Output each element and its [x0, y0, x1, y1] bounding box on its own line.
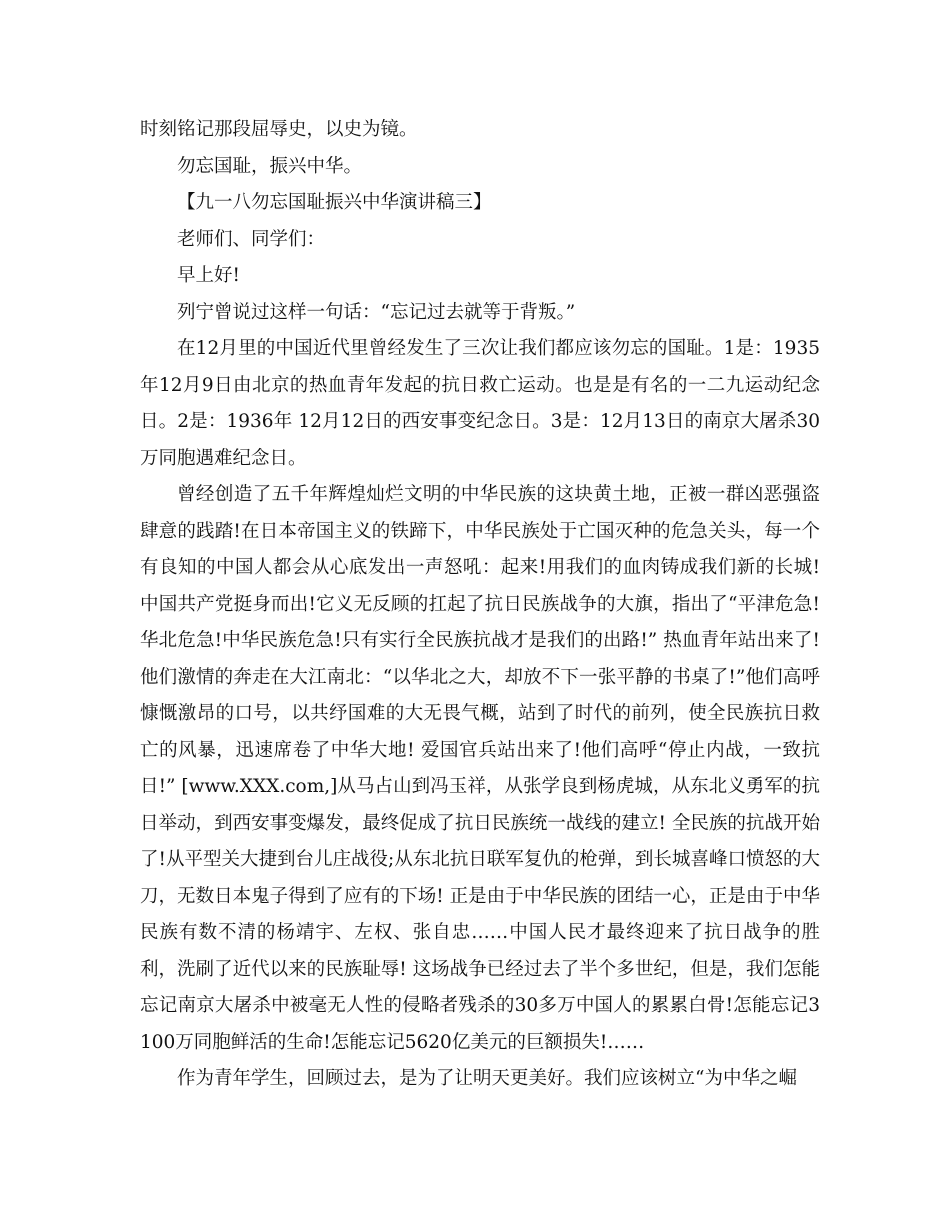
document-body — [140, 112, 820, 1098]
quote-paragraph: 列宁曾说过这样一句话：“忘记过去就等于背叛。” — [177, 301, 576, 323]
paragraph-dates: 在12月里的中国近代里曾经发生了三次让我们都应该勿忘的国耻。1是：1935年12月9日由北京的热血青年发起的抗日救亡运动。也是是有名的一二九运动纪念日。2是：1936年 12月12日的西安事变纪念日。3是：12月13日的南京大屠杀30万同胞遇难纪念日。 — [140, 338, 820, 469]
paragraph-closing: 作为青年学生，回顾过去，是为了让明天更美好。我们应该树立“为中华之崛 — [177, 1068, 797, 1089]
section-heading: 【九一八勿忘国耻振兴中华演讲稿三】 — [177, 192, 492, 213]
paragraph-2: 勿忘国耻，振兴中华。 — [177, 155, 363, 177]
paragraph-history: 曾经创造了五千年辉煌灿烂文明的中华民族的这块黄土地，正被一群凶恶强盗肆意的践踏!在日本帝国主义的铁蹄下，中华民族处于亡国灭种的危急关头，每一个有良知的中国人都会从心底发出一声怒吼：起来!用我们的血肉铸成我们新的长城!中国共产党挺身而出!它义无反顾的扛起了抗日民族战争的大旗，指出了“平津危急!华北危急!中华民族危急!只有实行全民族抗战才是我们的出路!” 热血青年站出来了!他们激情的奔走在大江南北：“以华北之大，却放不下一张平静的书桌了!”他们高呼慷慨激昂的口号，以共纾国难的大无畏气概，站到了时代的前列，使全民族抗日救亡的风暴，迅速席卷了中华大地! 爱国官兵站出来了!他们高呼“停止内战，一致抗日!” [www.XXX.com,]从马占山到冯玉祥，从张学良到杨虎城，从东北义勇军的抗日举动，到西安事变爆发，最终促成了抗日民族统一战线的建立! 全民族的抗战开始了!从平型关大捷到台儿庄战役;从东北抗日联军复仇的枪弹，到长城喜峰口愤怒的大刀，无数日本鬼子得到了应有的下场! 正是由于中华民族的团结一心，正是由于中华民族有数不清的杨靖宇、左权、张自忠……中国人民才最终迎来了抗日战争的胜利，洗刷了近代以来的民族耻辱! 这场战争已经过去了半个多世纪，但是，我们怎能忘记南京大屠杀中被毫无人性的侵略者残杀的30多万中国人的累累白骨!怎能忘记3100万同胞鲜活的生命!怎能忘记5620亿美元的巨额损失!…… — [140, 484, 820, 1053]
greeting: 早上好! — [177, 265, 240, 286]
salutation: 老师们、同学们： — [177, 228, 326, 250]
paragraph-1: 时刻铭记那段屈辱史，以史为镜。 — [140, 119, 418, 140]
